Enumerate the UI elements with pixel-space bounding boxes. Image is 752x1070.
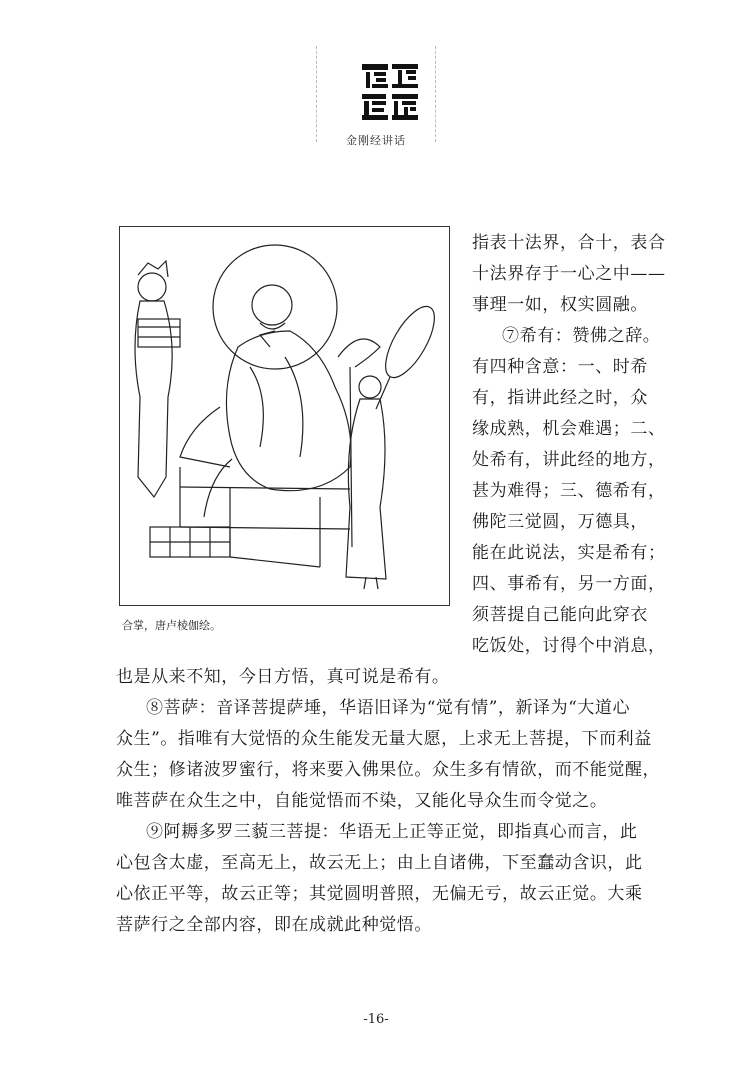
text-line: 佛陀三觉圆，万德具， bbox=[472, 512, 648, 532]
text-line: 能在此说法，实是希有； bbox=[472, 543, 666, 563]
wrap-text-column bbox=[472, 228, 672, 662]
text-line: 缘成熟，机会难遇；二、 bbox=[472, 419, 666, 439]
text-line: 指表十法界，合十，表合 bbox=[472, 233, 666, 253]
header-divider-right bbox=[435, 46, 436, 142]
header-divider-left bbox=[316, 46, 317, 142]
text-line: 甚为难得；三、德希有， bbox=[472, 481, 666, 501]
text-line: 也是从来不知，今日方悟，真可说是希有。 bbox=[116, 667, 450, 687]
figure-frame bbox=[119, 226, 450, 606]
text-line: 有四种含意：一、时希 bbox=[472, 357, 648, 377]
note-9-heading: ⑨阿耨多罗三藐三菩提：华语无上正等正觉，即指真心而言，此 bbox=[146, 822, 638, 842]
page-number: -16- bbox=[363, 1012, 389, 1027]
text-line: 众生”。指唯有大觉悟的众生能发无量大愿，上求无上菩提，下而利益 bbox=[116, 729, 652, 749]
text-line: 十法界存于一心之中—— bbox=[472, 264, 666, 284]
buddha-arhat-illustration bbox=[120, 227, 448, 604]
calligraphy-logo bbox=[358, 60, 422, 124]
note-8-heading: ⑧菩萨：音译菩提萨埵，华语旧译为“觉有情”，新译为“大道心 bbox=[146, 698, 631, 718]
text-line: 众生；修诸波罗蜜行，将来要入佛果位。众生多有情欲，而不能觉醒， bbox=[116, 760, 661, 780]
text-line: 吃饭处，讨得个中消息， bbox=[472, 636, 666, 656]
note-7-heading: ⑦希有：赞佛之辞。 bbox=[502, 326, 661, 346]
text-line: 须菩提自己能向此穿衣 bbox=[472, 605, 648, 625]
text-line: 菩萨行之全部内容，即在成就此种觉悟。 bbox=[116, 915, 432, 935]
text-line: 唯菩萨在众生之中，自能觉悟而不染，又能化导众生而令觉之。 bbox=[116, 791, 608, 811]
text-line: 心包含太虚，至高无上，故云无上；由上自诸佛，下至蠢动含识，此 bbox=[116, 853, 643, 873]
full-width-text bbox=[116, 662, 676, 941]
text-line: 有，指讲此经之时，众 bbox=[472, 388, 648, 408]
text-line: 心依正平等，故云正等；其觉圆明普照，无偏无亏，故云正觉。大乘 bbox=[116, 884, 643, 904]
text-line: 四、事希有，另一方面， bbox=[472, 574, 666, 594]
book-title: 金刚经讲话 bbox=[346, 134, 406, 147]
figure-caption: 合掌，唐卢棱伽绘。 bbox=[122, 619, 221, 632]
running-header bbox=[312, 38, 440, 150]
text-line: 事理一如，权实圆融。 bbox=[472, 295, 648, 315]
text-line: 处希有，讲此经的地方， bbox=[472, 450, 666, 470]
